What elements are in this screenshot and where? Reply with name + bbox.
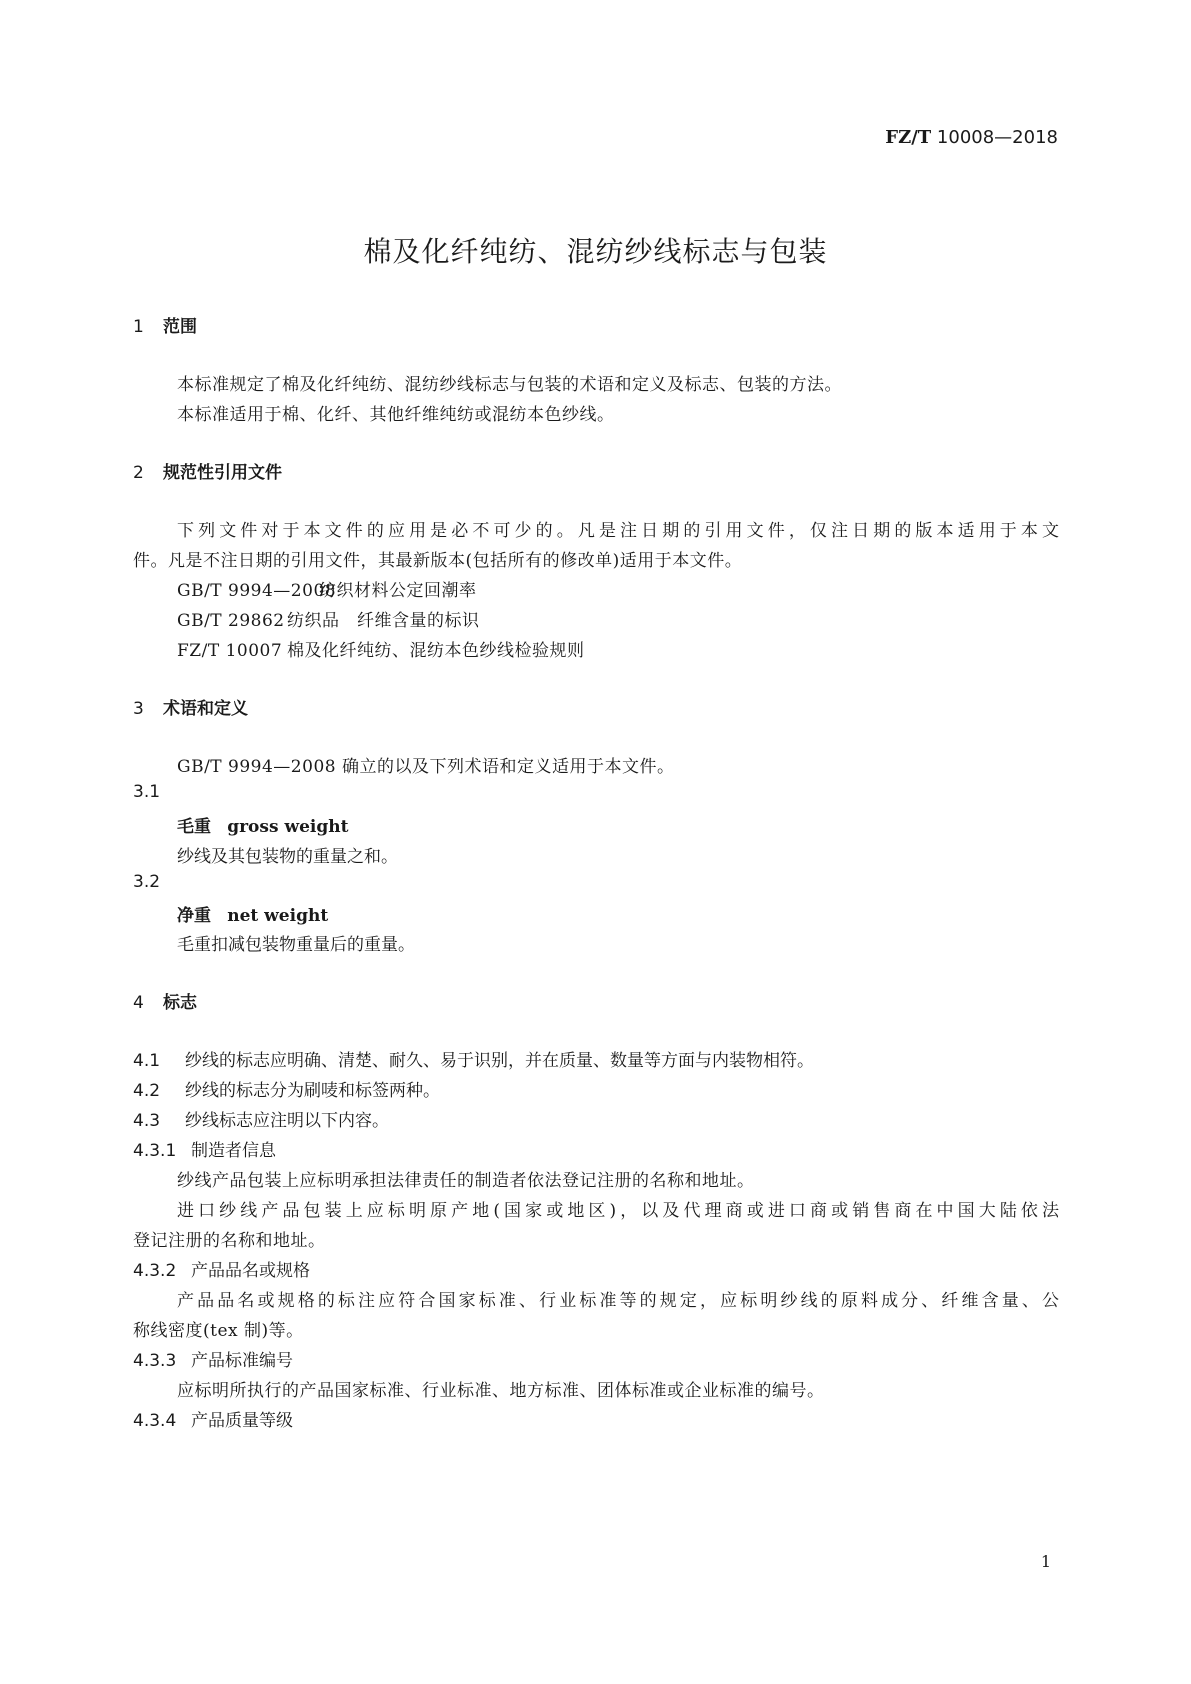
paragraph: 应标明所执行的产品国家标准、行业标准、地方标准、团体标准或企业标准的编号。 — [177, 1381, 825, 1401]
reference-item — [177, 606, 480, 631]
term-zh: 净重 — [177, 906, 211, 926]
section-title: 术语和定义 — [163, 699, 248, 719]
section-1-heading — [133, 312, 197, 337]
section-number: 3 — [133, 699, 144, 719]
section-number: 1 — [133, 317, 144, 337]
section-2-heading — [133, 458, 282, 483]
reference-code: GB/T 9994—2008 — [177, 581, 337, 601]
subclause-title: 产品质量等级 — [191, 1411, 293, 1431]
term-en: gross weight — [227, 817, 349, 837]
document-code — [885, 127, 1058, 148]
subclause-heading — [133, 1406, 293, 1431]
paragraph: 本标准适用于棉、化纤、其他纤维纯纺或混纺本色纱线。 — [177, 405, 615, 425]
section-title: 规范性引用文件 — [163, 463, 282, 483]
reference-title: 棉及化纤纯纺、混纺本色纱线检验规则 — [287, 641, 585, 661]
subclause-number: 4.3.1 — [133, 1141, 177, 1161]
term-definition: 毛重扣减包装物重量后的重量。 — [177, 935, 415, 955]
subclause-title: 产品标准编号 — [191, 1351, 293, 1371]
term-entry — [177, 901, 328, 926]
clause-number: 4.2 — [133, 1081, 161, 1101]
doc-code-number: 10008—2018 — [936, 127, 1058, 148]
clause-text: 纱线标志应注明以下内容。 — [185, 1111, 389, 1131]
clause-item — [133, 1076, 440, 1101]
term-entry — [177, 812, 348, 837]
subclause-number: 4.3.4 — [133, 1411, 177, 1431]
clause-number: 4.1 — [133, 1051, 161, 1071]
term-zh: 毛重 — [177, 817, 211, 837]
section-title: 标志 — [163, 993, 197, 1013]
clause-item — [133, 1046, 814, 1071]
paragraph-line: 产品品名或规格的标注应符合国家标准、行业标准等的规定，应标明纱线的原料成分、纤维含量、公 — [177, 1291, 1059, 1311]
reference-code: GB/T 29862 — [177, 611, 285, 631]
reference-code: FZ/T 10007 — [177, 641, 283, 661]
paragraph-line: 称线密度(tex 制)等。 — [133, 1321, 304, 1341]
subclause-title: 产品品名或规格 — [191, 1261, 310, 1281]
reference-title: 纺织材料公定回潮率 — [319, 581, 477, 601]
term-number: 3.2 — [133, 872, 161, 892]
subclause-heading — [133, 1136, 276, 1161]
paragraph-line: 下列文件对于本文件的应用是必不可少的。凡是注日期的引用文件，仅注日期的版本适用于本文 — [177, 521, 1059, 541]
paragraph: 本标准规定了棉及化纤纯纺、混纺纱线标志与包装的术语和定义及标志、包装的方法。 — [177, 375, 842, 395]
reference-title: 纺织品 纤维含量的标识 — [287, 611, 480, 631]
paragraph-line: 进口纱线产品包装上应标明原产地(国家或地区)，以及代理商或进口商或销售商在中国大陆依法 — [177, 1201, 1059, 1221]
section-number: 4 — [133, 993, 144, 1013]
page-number: 1 — [1040, 1552, 1051, 1571]
doc-code-prefix: FZ/T — [885, 127, 932, 148]
paragraph-line: 登记注册的名称和地址。 — [133, 1231, 326, 1251]
section-title: 范围 — [163, 317, 197, 337]
subclause-heading — [133, 1346, 293, 1371]
subclause-title: 制造者信息 — [191, 1141, 276, 1161]
reference-item — [177, 576, 477, 601]
section-number: 2 — [133, 463, 144, 483]
document-title: 棉及化纤纯纺、混纺纱线标志与包装 — [363, 235, 828, 268]
term-number: 3.1 — [133, 782, 161, 802]
clause-item — [133, 1106, 389, 1131]
term-en: net weight — [227, 906, 329, 926]
paragraph: 纱线产品包装上应标明承担法律责任的制造者依法登记注册的名称和地址。 — [177, 1171, 755, 1191]
subclause-heading — [133, 1256, 310, 1281]
section-4-heading — [133, 988, 197, 1013]
paragraph-line: 件。凡是不注日期的引用文件，其最新版本(包括所有的修改单)适用于本文件。 — [133, 551, 743, 571]
section-3-heading — [133, 694, 248, 719]
subclause-number: 4.3.2 — [133, 1261, 177, 1281]
clause-number: 4.3 — [133, 1111, 161, 1131]
reference-item — [177, 636, 585, 661]
clause-text: 纱线的标志分为刷唛和标签两种。 — [185, 1081, 440, 1101]
clause-text: 纱线的标志应明确、清楚、耐久、易于识别，并在质量、数量等方面与内装物相符。 — [185, 1051, 814, 1071]
term-definition: 纱线及其包装物的重量之和。 — [177, 847, 398, 867]
paragraph: GB/T 9994—2008 确立的以及下列术语和定义适用于本文件。 — [177, 757, 675, 777]
subclause-number: 4.3.3 — [133, 1351, 177, 1371]
